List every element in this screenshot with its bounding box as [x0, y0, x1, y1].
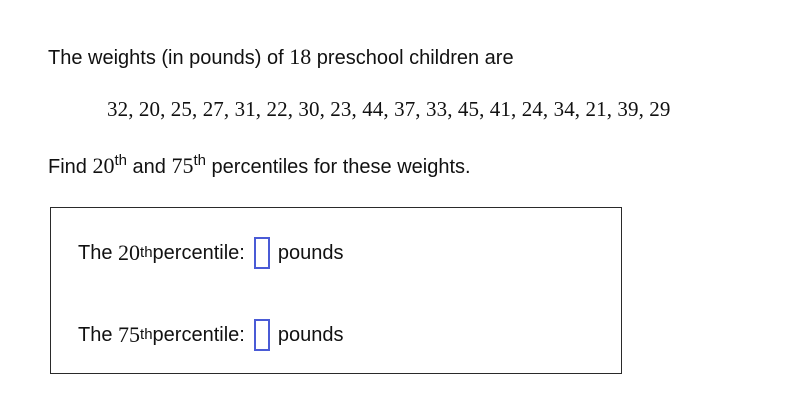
children-count: 18: [289, 44, 312, 69]
question-text: [48, 152, 471, 181]
answer-label: percentile:: [152, 323, 245, 346]
answer-unit: pounds: [277, 241, 344, 264]
question-find: Find: [48, 156, 93, 178]
answer-label: percentile:: [152, 241, 245, 264]
intro-prefix: The weights (in pounds) of: [48, 47, 290, 69]
answer-percentile-number: 75: [118, 322, 141, 347]
answer-box: [50, 207, 622, 374]
problem-intro: [48, 43, 514, 72]
percentile-20-number: 20: [92, 153, 115, 178]
answer-label-prefix: The: [78, 323, 113, 346]
percentile-20-input[interactable]: [254, 237, 270, 269]
percentile-75-number: 75: [171, 153, 194, 178]
answer-row-20th-percentile: The 20 th percentile: pounds: [78, 233, 343, 273]
question-and: and: [126, 156, 172, 178]
intro-suffix: preschool children are: [311, 47, 514, 69]
percentile-75-input[interactable]: [254, 319, 270, 351]
answer-percentile-number: 20: [118, 240, 141, 265]
answer-row-75th-percentile: The 75 th percentile: pounds: [78, 315, 343, 355]
question-rest: percentiles for these weights.: [205, 156, 471, 178]
answer-label-prefix: The: [78, 241, 113, 264]
weights-data-list: 32, 20, 25, 27, 31, 22, 30, 23, 44, 37, 33, 45, 41, 24, 34, 21, 39, 29: [107, 97, 671, 121]
percentile-75-ordinal: th: [193, 152, 206, 169]
answer-unit: pounds: [277, 323, 344, 346]
percentile-20-ordinal: th: [114, 152, 127, 169]
